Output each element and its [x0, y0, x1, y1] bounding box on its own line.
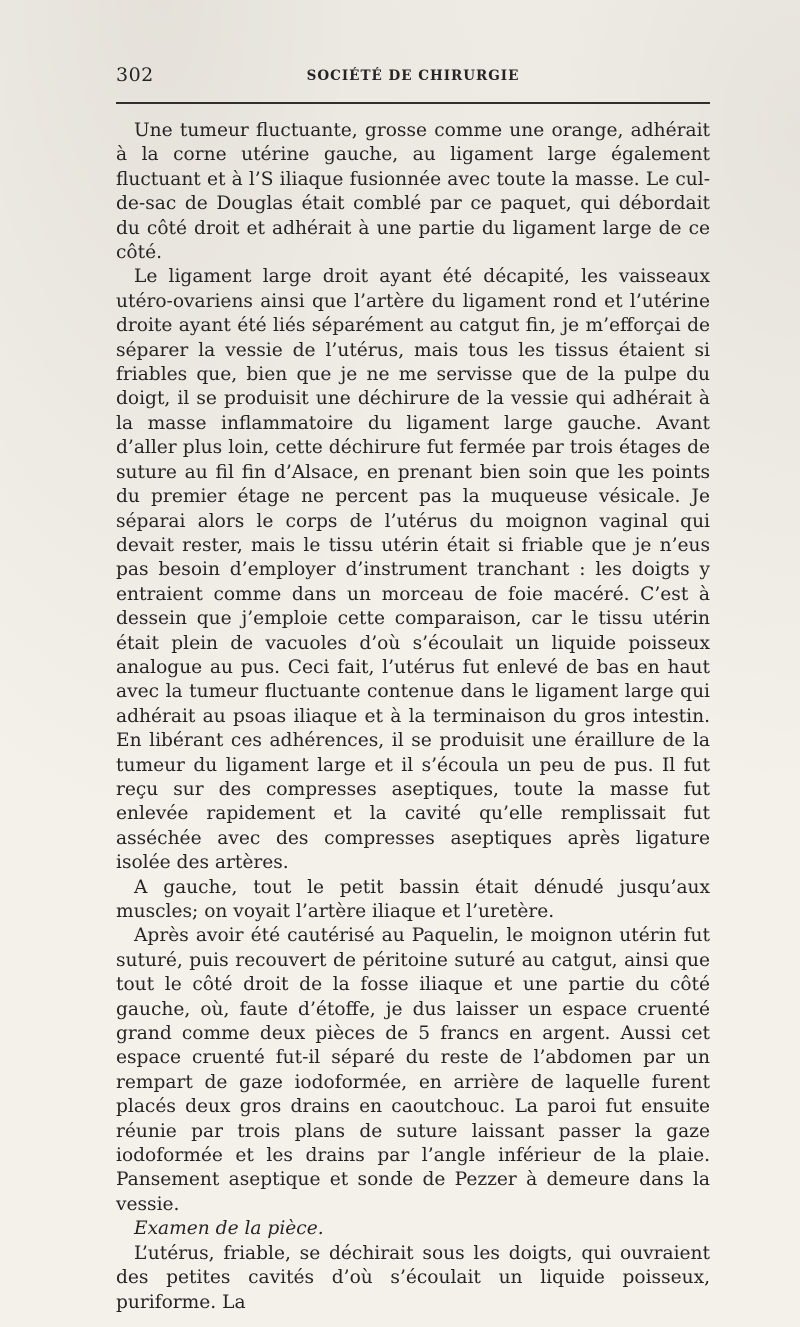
- paragraph: A gauche, tout le petit bassin était dénudé jusqu’aux muscles; on voyait l’artère iliaque et l’uretère.: [116, 876, 710, 922]
- running-title: SOCIÉTÉ DE CHIRURGIE: [306, 68, 520, 84]
- section-heading: Examen de la pièce.: [134, 1218, 324, 1240]
- paragraph: L’utérus, friable, se déchirait sous les doigts, qui ouvraient des petites cavités d’où s’écoulait un liquide poisseux, puriforme. La: [116, 1242, 710, 1313]
- body-text: [116, 119, 710, 1315]
- page-number: 302: [116, 64, 154, 86]
- header-rule: [116, 102, 710, 104]
- paragraph: Une tumeur fluctuante, grosse comme une orange, adhérait à la corne utérine gauche, au ligament large également fluctuant et à l’S iliaque fusionnée avec toute la masse. Le cul-de-sac de Douglas était comblé par ce paquet, qui débordait du côté droit et adhérait à une partie du ligament large de ce côté.: [116, 120, 710, 264]
- paragraph: Après avoir été cautérisé au Paquelin, le moignon utérin fut suturé, puis recouvert de péritoine suturé au catgut, ainsi que tout le côté droit de la fosse iliaque et une partie du côté gauche, où, faute d’étoffe, je dus laisser un espace cruenté grand comme deux pièces de 5 francs en argent. Aussi cet espace cruenté fut-il séparé du reste de l’abdomen par un rempart de gaze iodoformée, en arrière de laquelle furent placés deux gros drains en caoutchouc. La paroi fut ensuite réunie par trois plans de suture laissant passer la gaze iodoformée et les drains par l’angle inférieur de la plaie. Pansement aseptique et sonde de Pezzer à demeure dans la vessie.: [116, 925, 710, 1215]
- paragraph: Le ligament large droit ayant été décapité, les vaisseaux utéro-ovariens ainsi que l’artère du ligament rond et l’utérine droite ayant été liés séparément au catgut fin, je m’efforçai de séparer la vessie de l’utérus, mais tous les tissus étaient si friables que, bien que je ne me servisse que de la pulpe du doigt, il se produisit une déchirure de la vessie qui adhérait à la masse inflammatoire du ligament large gauche. Avant d’aller plus loin, cette déchirure fut fermée par trois étages de suture au fil fin d’Alsace, en prenant bien soin que les points du premier étage ne percent pas la muqueuse vésicale. Je séparai alors le corps de l’utérus du moignon vaginal qui devait rester, mais le tissu utérin était si friable que je n’eus pas besoin d’employer d’instrument tranchant : les doigts y entraient comme dans un morceau de foie macéré. C’est à dessein que j’emploie cette comparaison, car le tissu utérin était plein de vacuoles d’où s’écoulait un liquide poisseux analogue au pus. Ceci fait, l’utérus fut enlevé de bas en haut avec la tumeur fluctuante contenue dans le ligament large qui adhérait au psoas iliaque et à la terminaison du gros intestin. En libérant ces adhérences, il se produisit une éraillure de la tumeur du ligament large et il s’écoula un peu de pus. Il fut reçu sur des compresses aseptiques, toute la masse fut enlevée rapidement et la cavité qu’elle remplissait fut asséchée avec des compresses aseptiques après ligature isolée des artères.: [116, 266, 710, 874]
- page-header: [116, 64, 710, 94]
